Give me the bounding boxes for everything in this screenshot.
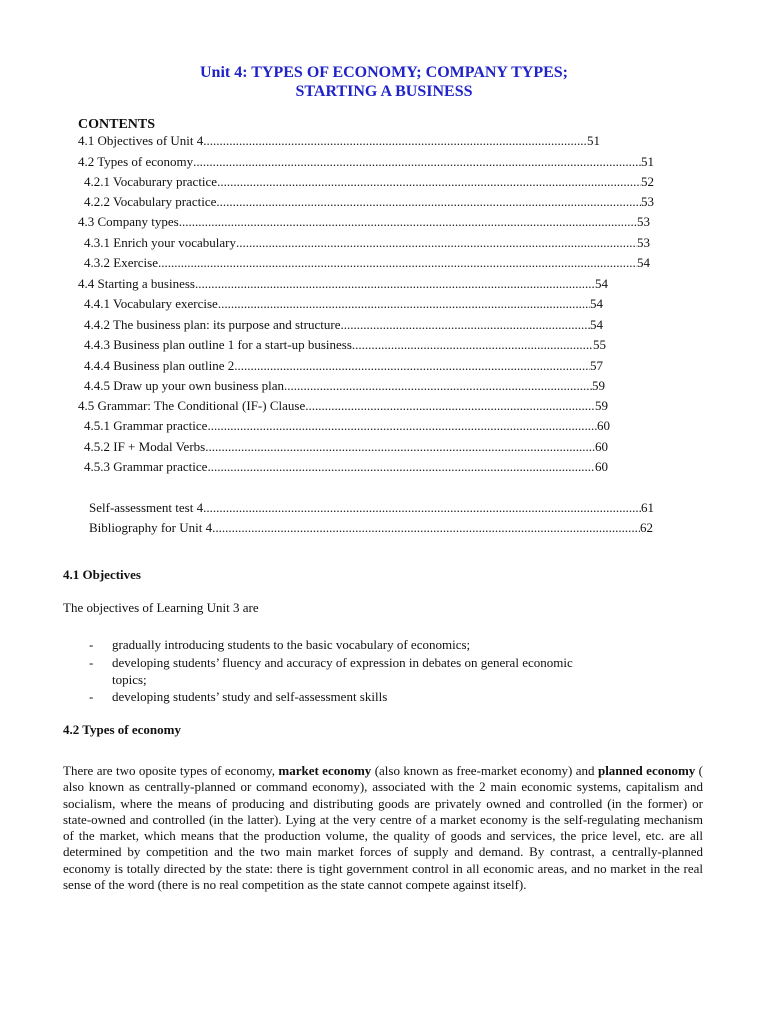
toc-label: 4.4.5 Draw up your own business plan bbox=[84, 378, 285, 393]
toc-item[interactable] bbox=[84, 193, 654, 211]
toc-label: 4.4.4 Business plan outline 2 bbox=[84, 358, 235, 373]
toc-label: 4.2.1 Vocaburary practice bbox=[84, 174, 218, 189]
toc-item[interactable] bbox=[89, 519, 653, 537]
toc-label: 4.1 Objectives of Unit 4 bbox=[78, 133, 204, 148]
toc-item[interactable] bbox=[84, 377, 605, 395]
toc-page: 55 bbox=[593, 337, 606, 352]
toc-leader bbox=[205, 438, 595, 456]
toc-leader bbox=[193, 153, 641, 171]
toc-page: 62 bbox=[640, 520, 653, 535]
toc-leader bbox=[234, 357, 590, 375]
toc-label: 4.4 Starting a business bbox=[78, 276, 195, 291]
toc-page: 54 bbox=[590, 296, 603, 311]
toc-label: 4.5.3 Grammar practice bbox=[84, 459, 208, 474]
toc-page: 53 bbox=[637, 235, 650, 250]
toc-page: 60 bbox=[595, 459, 608, 474]
toc-item[interactable] bbox=[78, 275, 608, 293]
toc-page: 53 bbox=[637, 214, 650, 229]
toc-label: 4.4.2 The business plan: its purpose and structure bbox=[84, 317, 341, 332]
toc-item[interactable] bbox=[84, 316, 603, 334]
toc-page: 60 bbox=[597, 418, 610, 433]
toc-item[interactable] bbox=[84, 336, 606, 354]
toc-page: 54 bbox=[590, 317, 603, 332]
toc-page: 54 bbox=[595, 276, 608, 291]
toc-page: 54 bbox=[637, 255, 650, 270]
toc-item[interactable] bbox=[84, 295, 603, 313]
objectives-intro: The objectives of Learning Unit 3 are bbox=[63, 600, 259, 615]
list-item-text: topics; bbox=[112, 672, 147, 687]
unit-title-line-1: Unit 4: TYPES OF ECONOMY; COMPANY TYPES; bbox=[199, 64, 568, 81]
toc-item[interactable] bbox=[78, 213, 650, 231]
objectives-heading: 4.1 Objectives bbox=[63, 567, 141, 582]
toc-leader bbox=[203, 499, 641, 517]
toc-leader bbox=[218, 295, 590, 313]
toc-page: 57 bbox=[590, 358, 603, 373]
toc-leader bbox=[195, 275, 595, 293]
types-heading: 4.2 Types of economy bbox=[63, 722, 181, 737]
toc-item[interactable] bbox=[84, 357, 603, 375]
toc-label: 4.4.1 Vocabulary exercise bbox=[84, 296, 218, 311]
toc-leader bbox=[207, 417, 597, 435]
toc-item[interactable] bbox=[84, 173, 654, 191]
toc-leader bbox=[352, 336, 593, 354]
toc-page: 52 bbox=[641, 174, 654, 189]
toc-page: 61 bbox=[641, 500, 654, 515]
toc-page: 60 bbox=[595, 439, 608, 454]
toc-leader bbox=[284, 377, 592, 395]
toc-item[interactable] bbox=[78, 153, 654, 171]
toc-item[interactable] bbox=[84, 438, 608, 456]
toc-label: Bibliography for Unit 4 bbox=[89, 520, 213, 535]
term-planned-economy: planned economy bbox=[597, 763, 696, 778]
toc-label: Self-assessment test 4 bbox=[89, 500, 204, 515]
toc-leader bbox=[212, 519, 640, 537]
types-paragraph: There are two oposite types of economy, market economy (also known as free-market economy) and planned economy ( also known as centrally-planned or command economy), associated with the 2 main economic systems, capitalism and socialism, where the means of producing and distributing goods are privately owned and controlled (in the former) or state-owned and controlled (in the latter). Lying at the very centre of a market economy is the self-regulating mechanism of the market, which means that the production volume, the quality of goods and services, the price level, etc. are all determined by competition and the two main market forces of supply and demand. By contrast, a centrally-planned economy is totally directed by the state: there is tight government control in all economic areas, and no market in the real sense of the word (there is no real competition as the state cannot compete against itself). bbox=[63, 763, 704, 893]
toc-item[interactable] bbox=[84, 234, 650, 252]
toc-leader bbox=[203, 132, 587, 150]
toc-item[interactable] bbox=[84, 417, 610, 435]
toc-item[interactable] bbox=[89, 499, 654, 517]
toc-leader bbox=[217, 173, 641, 191]
toc-leader bbox=[236, 234, 637, 252]
toc-label: 4.5 Grammar: The Conditional (IF-) Clause bbox=[78, 398, 306, 413]
toc-leader bbox=[340, 316, 590, 334]
toc-leader bbox=[179, 213, 637, 231]
toc-page: 51 bbox=[587, 133, 600, 148]
toc-page: 59 bbox=[595, 398, 608, 413]
contents-heading: CONTENTS bbox=[78, 117, 156, 132]
toc-label: 4.5.2 IF + Modal Verbs bbox=[84, 439, 206, 454]
toc-label: 4.3.1 Enrich your vocabulary bbox=[84, 235, 236, 250]
toc-label: 4.2 Types of economy bbox=[78, 154, 194, 169]
term-market-economy: market economy bbox=[278, 763, 372, 778]
toc-leader bbox=[305, 397, 595, 415]
toc-item[interactable] bbox=[84, 458, 608, 476]
toc-label: 4.4.3 Business plan outline 1 for a start-up business bbox=[84, 337, 352, 352]
toc-label: 4.3.2 Exercise bbox=[84, 255, 159, 270]
toc-page: 59 bbox=[592, 378, 605, 393]
toc-item[interactable] bbox=[78, 397, 608, 415]
toc-item[interactable] bbox=[78, 132, 600, 150]
toc-item[interactable] bbox=[84, 254, 650, 272]
list-item-text: developing students’ study and self-assessment skills bbox=[112, 689, 388, 704]
list-item-text: gradually introducing students to the basic vocabulary of economics; bbox=[112, 637, 471, 652]
toc-label: 4.3 Company types bbox=[78, 214, 179, 229]
toc-label: 4.2.2 Vocabulary practice bbox=[84, 194, 217, 209]
toc-leader bbox=[216, 193, 641, 211]
toc-page: 51 bbox=[641, 154, 654, 169]
toc-label: 4.5.1 Grammar practice bbox=[84, 418, 208, 433]
toc-leader bbox=[158, 254, 637, 272]
toc-leader bbox=[207, 458, 595, 476]
unit-title-line-2: STARTING A BUSINESS bbox=[295, 83, 473, 100]
toc-page: 53 bbox=[641, 194, 654, 209]
list-item-text: developing students’ fluency and accuracy of expression in debates on general economic bbox=[112, 655, 573, 670]
